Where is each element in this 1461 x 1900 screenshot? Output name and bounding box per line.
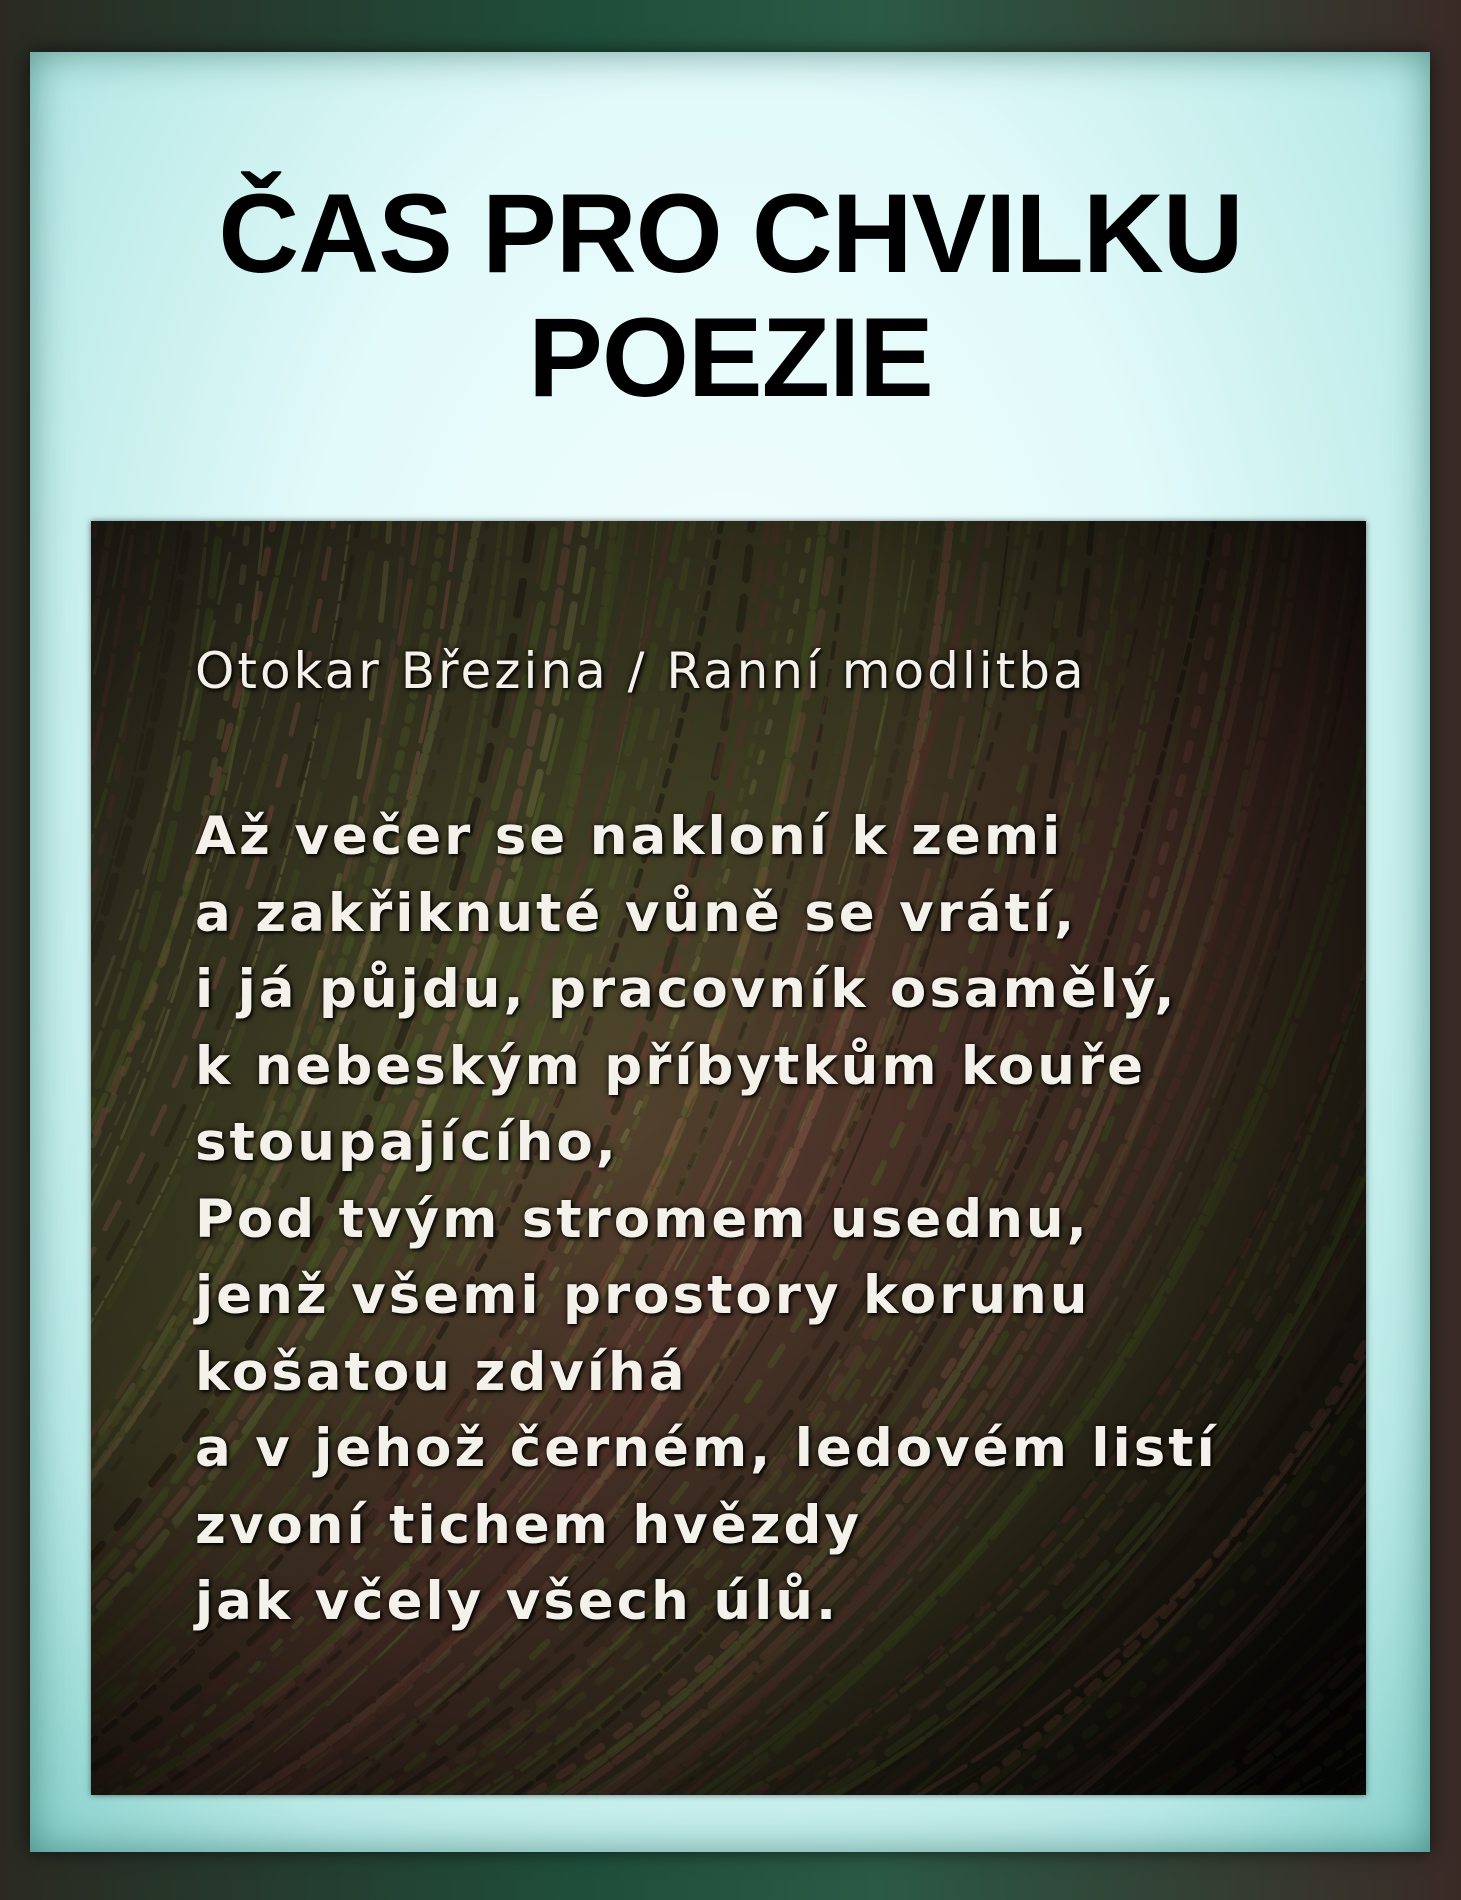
poem-line: k nebeským příbytkům kouře	[195, 1035, 1147, 1097]
poem-attribution: Otokar Březina / Ranní modlitba	[195, 642, 1087, 700]
poem-line: Až večer se nakloní k zemi	[195, 806, 1064, 867]
poster-title	[0, 172, 1461, 420]
poem-verses	[195, 799, 1345, 1641]
poem-line: zvoní tichem hvězdy	[195, 1494, 862, 1556]
poem-line: košatou zdvíhá	[195, 1341, 688, 1403]
poem-panel	[91, 521, 1366, 1795]
title-line-2: POEZIE	[528, 295, 933, 420]
poem-line: jak včely všech úlů.	[195, 1571, 840, 1632]
poem-line: a zakřiknuté vůně se vrátí,	[195, 882, 1078, 944]
title-line-1: ČAS PRO CHVILKU	[218, 171, 1243, 296]
poem-line: a v jehož černém, ledovém listí	[195, 1418, 1218, 1479]
poem-line: i já půjdu, pracovník osamělý,	[195, 959, 1178, 1020]
poem-line: jenž všemi prostory korunu	[195, 1265, 1091, 1326]
poem-line: stoupajícího,	[195, 1112, 619, 1173]
poem-line: Pod tvým stromem usednu,	[195, 1188, 1090, 1250]
poem-text-block	[195, 641, 1345, 1641]
